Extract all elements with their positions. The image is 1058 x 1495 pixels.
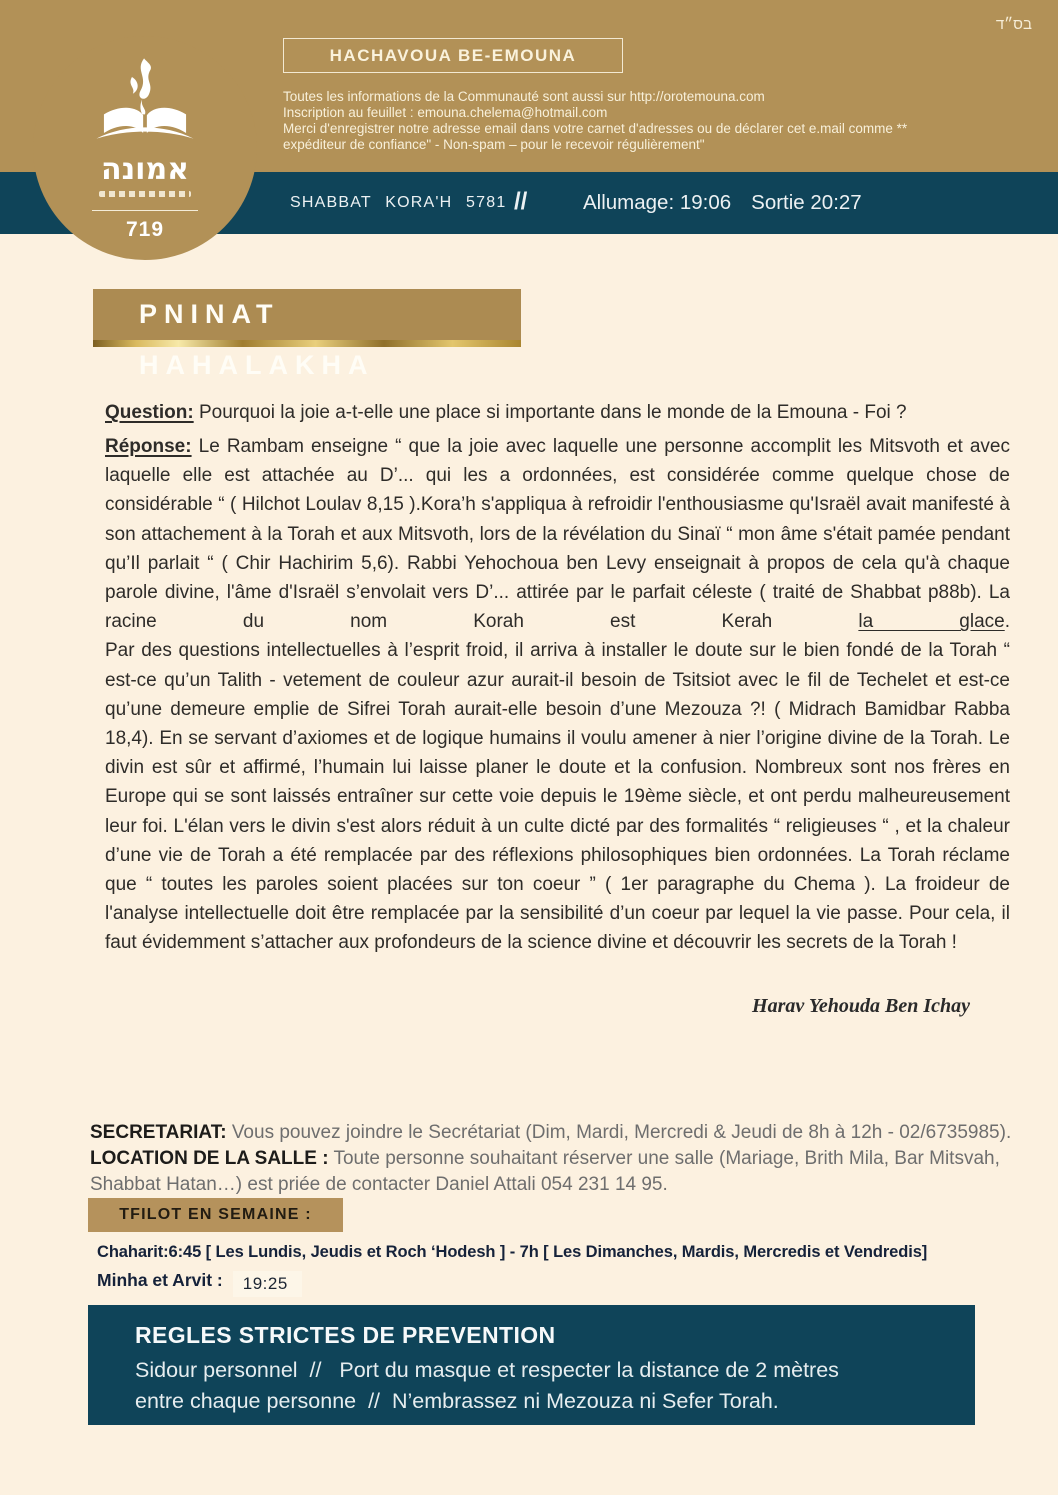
minha-arvit-label: Minha et Arvit :	[97, 1270, 223, 1290]
prevention-rule-line: entre chaque personne // N’embrassez ni Mezouza ni Sefer Torah.	[135, 1389, 779, 1413]
prevention-content	[88, 1305, 975, 1417]
prevention-box	[88, 1305, 975, 1425]
newsletter-title-box	[283, 38, 623, 73]
reponse-underlined-phrase: la glace	[858, 611, 1005, 633]
question-text: Pourquoi la joie a-t-elle une place si importante dans le monde de la Emouna - Foi ?	[198, 402, 907, 423]
prevention-title: REGLES STRICTES DE PREVENTION	[135, 1322, 556, 1348]
secretariat-text: Vous pouvez joindre le Secrétariat (Dim, Mardi, Mercredi & Jeudi de 8h à 12h - 02/6735985).	[231, 1122, 1012, 1143]
header-info-line: Toutes les informations de la Communauté sont aussi sur http://orotemouna.com	[283, 89, 765, 104]
logo-tagline-decoration	[99, 191, 191, 197]
author-signature: Harav Yehouda Ben Ichay	[752, 995, 970, 1017]
sortie-time: Sortie 20:27	[751, 191, 862, 214]
slash-separator: //	[514, 188, 528, 215]
tfilot-badge-label: TFILOT EN SEMAINE :	[119, 1206, 312, 1223]
question-paragraph	[105, 402, 1010, 424]
minha-arvit-row	[97, 1268, 1047, 1294]
section-banner	[93, 289, 521, 380]
logo-hebrew-name: אמונה	[100, 152, 190, 187]
medallion-divider	[92, 210, 198, 211]
reponse-text-1: Le Rambam enseigne “ que la joie avec laquelle une personne accomplit les Mitsvoth et avec laquelle elle est attachée au D’... qui les a ordonnées, est considérée comme quelque chose de considérable “ ( Hilchot Loulav 8,15 ).Kora’h s'appliqua à refroidir l'enthousiasme qu'Israël avait manifesté à son attachement à la Torah et aux Mitsvoth, lors de la révélation du Sinaï “ mon âme s'était pamée pendant qu’Il parlait “ ( Chir Hachirim 5,6). Rabbi Yehochoua ben Levy enseignait à propos de cela qu'à chaque parole divine, l'âme d'Israël s’envolait vers D’... attirée par le parfait céleste ( traité de Shabbat p88b). La racine du nom Korah est Kerah	[105, 436, 1010, 633]
chaharit-schedule: Chaharit:6:45 [ Les Lundis, Jeudis et Roch ‘Hodesh ] - 7h [ Les Dimanches, Mardis, Mercredis et Vendredis]	[97, 1243, 928, 1261]
allumage-time: Allumage: 19:06	[583, 191, 732, 214]
logo-medallion	[33, 36, 257, 260]
location-salle-text: Toute personne souhaitant réserver une salle (Mariage, Brith Mila, Bar Mitsvah, Shabbat Hatan…) est priée de contacter Daniel Attali 054 231 14 95.	[90, 1148, 1000, 1195]
reponse-label: Réponse:	[105, 436, 192, 457]
question-label: Question:	[105, 402, 194, 423]
reponse-paragraph	[105, 432, 1010, 958]
secretariat-label: SECRETARIAT:	[90, 1122, 227, 1143]
weekday-prayers	[97, 1243, 1047, 1294]
header-info	[283, 89, 943, 153]
minha-arvit-time: 19:25	[233, 1271, 302, 1297]
bsd-text: בס״ד	[995, 16, 1032, 33]
header-info-line: Inscription au feuillet : emouna.chelema@hotmail.com	[283, 105, 608, 120]
header-info-line: Merci d'enregistrer notre adresse email dans votre carnet d'adresses ou de déclarer cet e.mail comme **	[283, 121, 908, 136]
header-info-line: expéditeur de confiance" - Non-spam – pour le recevoir régulièrement"	[283, 137, 705, 152]
gold-foil-divider	[93, 340, 521, 347]
issue-number: 719	[125, 218, 165, 241]
shabbat-name: SHABBAT KORA'H 5781	[290, 194, 507, 211]
prevention-rule-line: Sidour personnel // Port du masque et respecter la distance de 2 mètres	[135, 1358, 839, 1382]
section-banner-title: PNINAT HAHALAKHA	[139, 299, 375, 380]
shabbat-times	[583, 172, 862, 234]
reponse-block-2	[105, 636, 1010, 957]
secretariat-section	[90, 1120, 1020, 1198]
location-salle-label: LOCATION DE LA SALLE :	[90, 1148, 329, 1169]
emouna-flame-book-icon	[89, 56, 201, 154]
reponse-block-1	[105, 432, 1010, 636]
tfilot-badge	[88, 1198, 343, 1232]
newsletter-title: HACHAVOUA BE-EMOUNA	[329, 45, 577, 65]
reponse-text-2: Par des questions intellectuelles à l’esprit froid, il arriva à installer le doute sur le bien fondé de la Torah “ est-ce qu’un Talith - vetement de couleur azur aurait-il besoin de Tsitsiot avec le fil de Techelet et est-ce qu’une demeure emplie de Sifrei Torah aurait-elle besoin d’une Mezouza ?! ( Midrach Bamidbar Rabba 18,4). En se servant d’axiomes et de logique humains il voulu amener à nier l’origine divine de la Torah. Le divin est sûr et affirmé, l’humain lui laisse planer le doute et la confusion. Nombreux sont nos frères en Europe qui se sont laissés entraîner sur cette voie depuis le 19ème siècle, et ont perdu malheureusement leur foi. L'élan vers le divin s'est alors réduit à un culte dicté par des formalités “ religieuses “ , et la chaleur d’une vie de Torah a été remplacée par des réflexions philosophiques bien ordonnées. La Torah réclame que “ toutes les paroles soient placées sur ton coeur ” ( 1er paragraphe du Chema ). La froideur de l'analyse intellectuelle doit être remplacée par la sensibilité d’un coeur par lequel la vie passe. Pour cela, il faut évidemment s’attacher aux profondeurs de la science divine et découvrir les secrets de la Torah !	[105, 640, 1010, 954]
reponse-period: .	[1004, 611, 1010, 633]
